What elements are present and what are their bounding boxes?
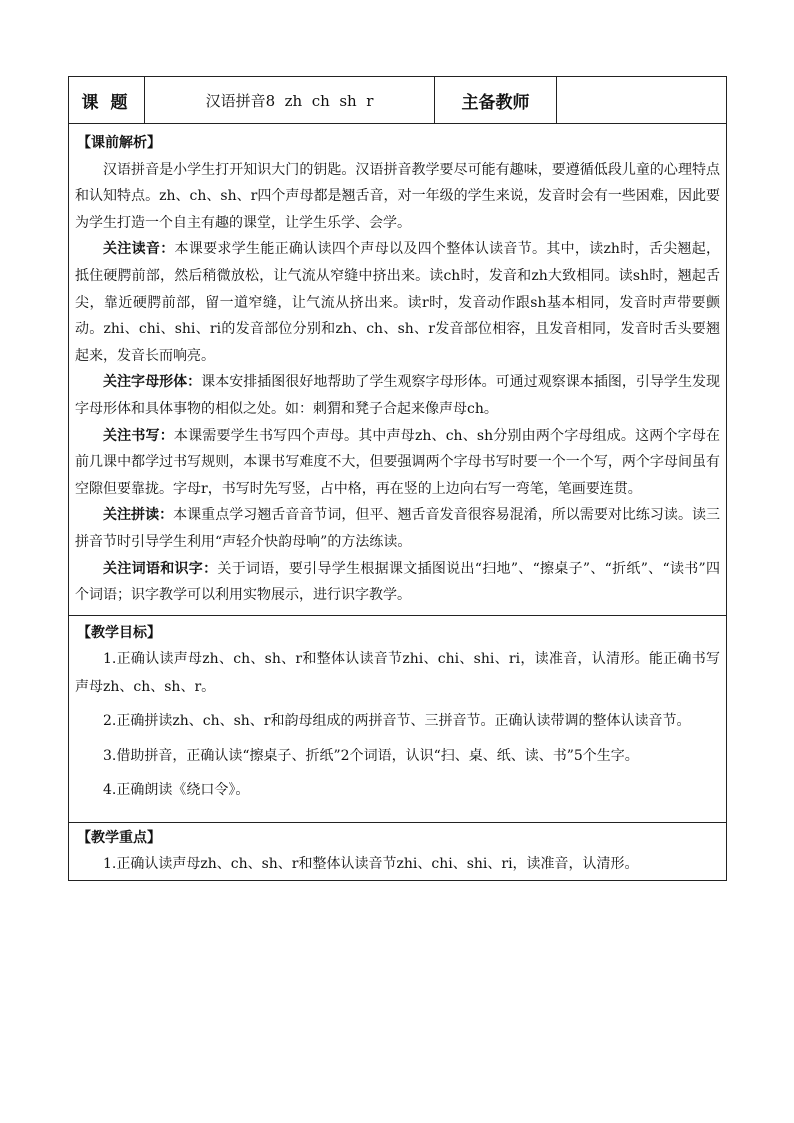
analysis-item bbox=[75, 369, 720, 422]
goal-item: 3.借助拼音，正确认读“擦桌子、折纸”2个词语，认识“扫、桌、纸、读、书”5个生字。 bbox=[103, 747, 639, 764]
key-points-heading: 【教学重点】 bbox=[77, 829, 161, 846]
goals-heading: 【教学目标】 bbox=[77, 624, 161, 641]
goal-item: 4.正确朗读《绕口令》。 bbox=[103, 782, 250, 799]
teacher-label: 主备教师 bbox=[435, 77, 557, 124]
analysis-item-text: 关于词语，要引导学生根据课文插图说出“扫地”、“擦桌子”、“折纸”、“读书”四个词语；识字教学可以利用实物展示，进行识字教学。 bbox=[75, 560, 720, 604]
goals-section bbox=[69, 615, 727, 822]
analysis-item bbox=[75, 556, 720, 609]
analysis-item-key: 关注词语和识字： bbox=[103, 560, 218, 577]
goals-row bbox=[69, 615, 727, 822]
analysis-item-text: 课本安排插图很好地帮助了学生观察字母形体。可通过观察课本插图，引导学生发现字母形体和具体事物的相似之处。如：刺猬和凳子合起来像声母ch。 bbox=[75, 374, 721, 417]
analysis-item bbox=[75, 236, 720, 369]
analysis-item-text: 本课要求学生能正确认读四个声母以及四个整体认读音节。其中，读zh时，舌尖翘起，抵住硬腭前部，然后稍微放松，让气流从窄缝中挤出来。读ch时，发音和zh大致相同。读sh时，翘起舌尖，靠近硬腭前部，留一道窄缝，让气流从挤出来。读r时，发音动作跟sh基本相同，发音时声带要颤动。zhi、chi、shi、ri的发音部位分别和zh、ch、sh、r发音部位相容，且发音相同，发音时舌头要翘起来，发音长而响亮。 bbox=[75, 241, 721, 364]
topic-label: 课题 bbox=[69, 77, 145, 124]
goal-item: 1.正确认读声母zh、ch、sh、r和整体认读音节zhi、chi、shi、ri，读准音，认清形。能正确书写声母zh、ch、sh、r。 bbox=[75, 651, 720, 695]
analysis-intro: 汉语拼音是小学生打开知识大门的钥匙。汉语拼音教学要尽可能有趣味，要遵循低段儿童的心理特点和认知特点。zh、ch、sh、r四个声母都是翘舌音，对一年级的学生来说，发音时会有一些困难，因此要为学生打造一个自主有趣的课堂，让学生乐学、会学。 bbox=[75, 161, 720, 231]
teacher-value bbox=[557, 77, 727, 124]
analysis-item-key: 关注读音： bbox=[103, 241, 175, 258]
analysis-item bbox=[75, 502, 720, 555]
analysis-item-text: 本课需要学生书写四个声母。其中声母zh、ch、sh分别由两个字母组成。这两个字母在前几课中都学过书写规则，本课书写难度不大，但要强调两个字母书写时要一个一个写，两个字母间虽有空隙但要靠拢。字母r，书写时先写竖，占中格，再在竖的上边向右写一弯笔，笔画要连贯。 bbox=[75, 427, 721, 497]
lesson-title: 汉语拼音8 zh ch sh r bbox=[145, 77, 435, 124]
analysis-item-key: 关注字母形体： bbox=[103, 374, 202, 391]
analysis-row bbox=[69, 124, 727, 616]
analysis-item-text: 本课重点学习翘舌音音节词，但平、翘舌音发音很容易混淆，所以需要对比练习读。读三拼音节时引导学生利用“声轻介快韵母响”的方法练读。 bbox=[75, 507, 721, 550]
header-row bbox=[69, 77, 727, 124]
analysis-item bbox=[75, 423, 720, 503]
lesson-plan-table bbox=[68, 76, 727, 881]
key-point-item: 1.正确认读声母zh、ch、sh、r和整体认读音节zhi、chi、shi、ri，读准音，认清形。 bbox=[103, 856, 639, 873]
goal-item: 2.正确拼读zh、ch、sh、r和韵母组成的两拼音节、三拼音节。正确认读带调的整体认读音节。 bbox=[103, 713, 691, 730]
analysis-section bbox=[69, 124, 727, 616]
lesson-plan-document bbox=[68, 76, 726, 881]
analysis-item-key: 关注拼读： bbox=[103, 507, 174, 524]
analysis-heading: 【课前解析】 bbox=[77, 135, 161, 151]
key-points-row bbox=[69, 822, 727, 880]
key-points-section bbox=[69, 822, 727, 880]
analysis-item-key: 关注书写： bbox=[103, 427, 174, 444]
